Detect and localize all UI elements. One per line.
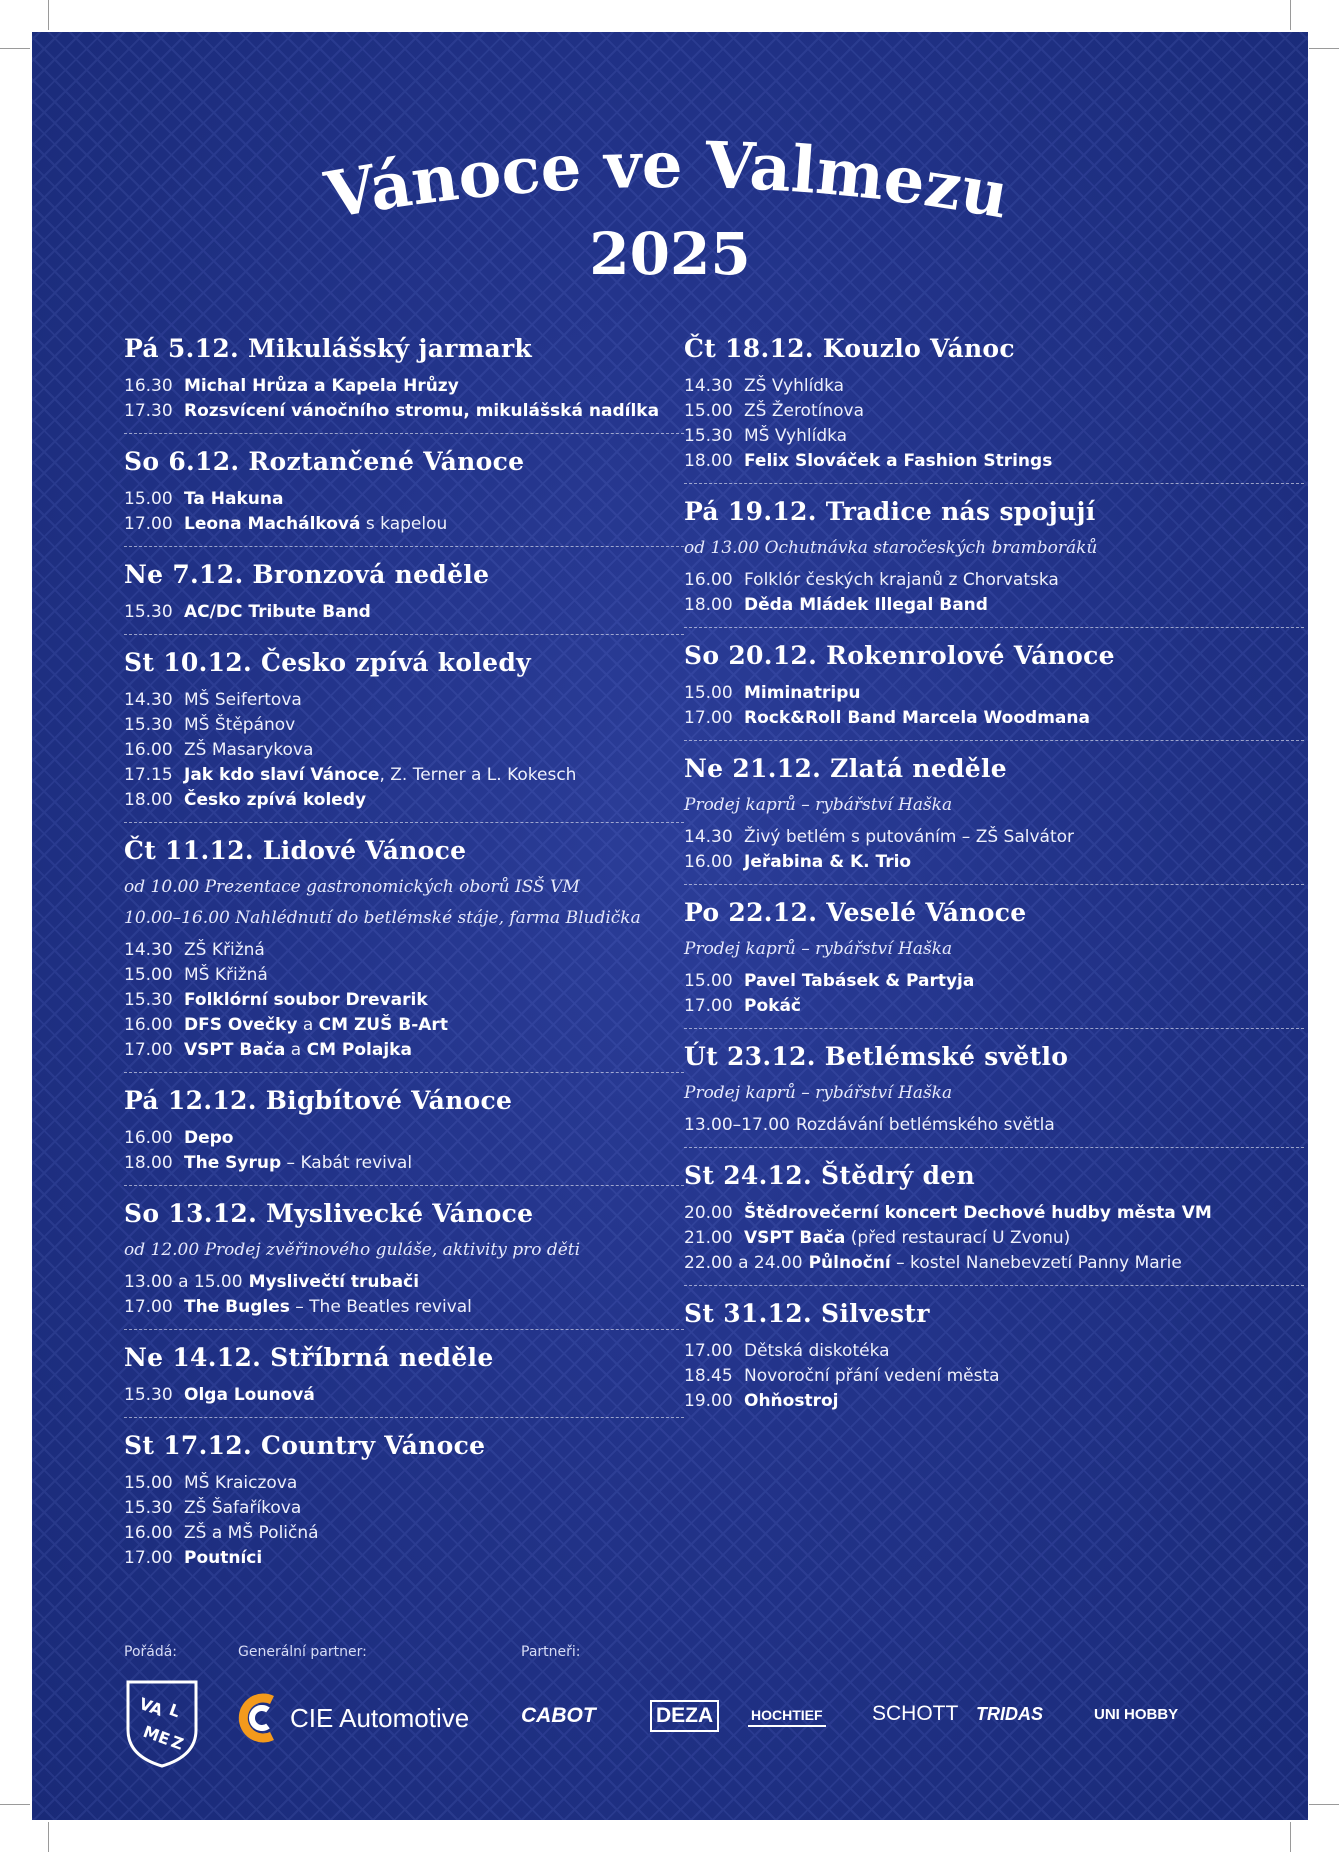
event-time: 19.00 — [684, 1391, 733, 1411]
event-row — [124, 1270, 684, 1295]
event-time: 16.00 — [684, 852, 733, 872]
event-performer: Rozsvícení vánočního stromu, mikulášská nadílka — [184, 401, 660, 421]
event-time: 17.00 — [124, 1040, 173, 1060]
event-time: 15.30 — [684, 426, 733, 446]
event-detail: Dětská diskotéka — [744, 1341, 890, 1361]
day-heading: St 31.12. Silvestr — [684, 1299, 930, 1328]
event-time: 13.00 a 15.00 — [124, 1272, 243, 1292]
event-row — [124, 788, 684, 813]
event-row — [124, 1295, 684, 1320]
event-detail: Novoroční přání vedení města — [744, 1366, 1000, 1386]
event-row — [124, 1546, 684, 1571]
event-performer: Felix Slováček a Fashion Strings — [744, 451, 1053, 471]
event-time: 15.30 — [124, 1498, 173, 1518]
event-time: 18.45 — [684, 1366, 733, 1386]
day-note: 10.00–16.00 Nahlédnutí do betlémské stáje, farma Bludička — [124, 908, 641, 928]
event-time: 18.00 — [684, 595, 733, 615]
crop-mark — [0, 1804, 30, 1805]
event-time: 15.00 — [684, 401, 733, 421]
event-row — [684, 374, 1304, 399]
day-note: od 13.00 Ochutnávka staročeských bramboráků — [684, 538, 1098, 558]
event-time: 16.00 — [124, 1523, 173, 1543]
event-time: 17.00 — [124, 1548, 173, 1568]
svg-text:ME: ME — [140, 1721, 173, 1749]
day-note: Prodej kaprů – rybářství Haška — [684, 795, 953, 815]
event-time: 14.30 — [124, 940, 173, 960]
day-heading: So 13.12. Myslivecké Vánoce — [124, 1199, 534, 1228]
event-detail: MŠ Kraiczova — [184, 1473, 298, 1493]
event-row — [684, 568, 1304, 593]
event-row — [124, 487, 684, 512]
event-row — [684, 994, 1304, 1019]
general-partner-label: Generální partner: — [238, 1644, 367, 1660]
event-performer: Olga Lounová — [184, 1385, 315, 1405]
valmez-logo — [124, 1678, 200, 1774]
event-performer: CM Polajka — [306, 1040, 412, 1060]
event-detail: ZŠ Šafaříkova — [184, 1498, 302, 1518]
program-day — [124, 1341, 684, 1418]
event-row — [124, 1471, 684, 1496]
program-day — [124, 834, 684, 1073]
day-heading: Ne 21.12. Zlatá neděle — [684, 754, 1008, 783]
event-time: 15.00 — [124, 1473, 173, 1493]
program-day — [124, 646, 684, 823]
event-row — [684, 1364, 1304, 1389]
crop-mark — [1309, 1804, 1339, 1805]
day-heading: Pá 19.12. Tradice nás spojují — [684, 497, 1096, 526]
event-performer: Poutníci — [184, 1548, 263, 1568]
event-row — [124, 963, 684, 988]
crop-mark — [48, 0, 49, 30]
event-time: 16.00 — [684, 570, 733, 590]
event-row — [124, 399, 684, 424]
event-time: 17.00 — [684, 708, 733, 728]
event-time: 13.00–17.00 — [684, 1115, 790, 1135]
event-performer: DFS Ovečky — [184, 1015, 298, 1035]
event-time: 15.30 — [124, 602, 173, 622]
event-time: 15.00 — [124, 965, 173, 985]
unihobby-logo: UNI HOBBY — [1094, 1706, 1179, 1723]
event-time: 17.00 — [684, 996, 733, 1016]
event-row — [124, 1013, 684, 1038]
event-row — [684, 399, 1304, 424]
event-time: 15.30 — [124, 1385, 173, 1405]
day-heading: Pá 5.12. Mikulášský jarmark — [124, 334, 533, 363]
event-detail: a — [297, 1015, 319, 1035]
event-detail: , Z. Terner a L. Kokesch — [379, 765, 577, 785]
event-row — [124, 1151, 684, 1176]
event-row — [124, 512, 684, 537]
crop-mark — [0, 48, 30, 49]
event-time: 22.00 a 24.00 — [684, 1253, 803, 1273]
crop-mark — [1290, 1822, 1291, 1852]
event-time: 15.30 — [124, 715, 173, 735]
event-performer: VSPT Bača — [744, 1228, 846, 1248]
program-day — [684, 1297, 1304, 1423]
event-row — [684, 1251, 1304, 1276]
event-time: 14.30 — [124, 690, 173, 710]
svg-text:L: L — [166, 1699, 183, 1722]
event-row — [684, 681, 1304, 706]
event-time: 18.00 — [124, 790, 173, 810]
event-time: 14.30 — [684, 827, 733, 847]
event-row — [684, 1201, 1304, 1226]
day-heading: Pá 12.12. Bigbítové Vánoce — [124, 1086, 513, 1115]
event-performer: Miminatripu — [744, 683, 861, 703]
program-day — [684, 639, 1304, 741]
day-heading: St 17.12. Country Vánoce — [124, 1431, 486, 1460]
day-note: Prodej kaprů – rybářství Haška — [684, 1083, 953, 1103]
event-row — [124, 738, 684, 763]
event-detail: s kapelou — [360, 514, 448, 534]
event-time: 17.00 — [684, 1341, 733, 1361]
schott-logo: SCHOTT — [872, 1702, 959, 1725]
day-heading: Ne 14.12. Stříbrná neděle — [124, 1343, 494, 1372]
event-row — [124, 1521, 684, 1546]
day-heading: St 24.12. Štědrý den — [684, 1161, 975, 1190]
program-day — [124, 1197, 684, 1330]
event-detail: MŠ Vyhlídka — [744, 426, 848, 446]
event-time: 20.00 — [684, 1203, 733, 1223]
event-time: 18.00 — [124, 1153, 173, 1173]
event-row — [684, 1226, 1304, 1251]
event-performer: AC/DC Tribute Band — [184, 602, 371, 622]
event-performer: Půlnoční — [808, 1253, 891, 1273]
event-performer: The Bugles — [184, 1297, 290, 1317]
svg-text:VA: VA — [136, 1693, 166, 1720]
program-left-column — [124, 332, 684, 1591]
event-time: 18.00 — [684, 451, 733, 471]
event-row — [124, 938, 684, 963]
program-day — [684, 896, 1304, 1029]
hochtief-logo: HOCHTIEF — [748, 1705, 826, 1727]
event-detail: Folklór českých krajanů z Chorvatska — [744, 570, 1059, 590]
event-performer: Leona Machálková — [184, 514, 361, 534]
general-partner-name: CIE Automotive — [290, 1702, 470, 1733]
poster-header — [32, 32, 1308, 322]
event-row — [124, 600, 684, 625]
day-heading: St 10.12. Česko zpívá koledy — [124, 648, 531, 677]
event-detail: ZŠ Masarykova — [184, 740, 314, 760]
event-detail: ZŠ Žerotínova — [744, 401, 865, 421]
shield-icon — [124, 1678, 200, 1770]
tridas-logo: TRIDAS — [976, 1704, 1043, 1724]
program-day — [684, 1159, 1304, 1286]
program-day — [684, 332, 1304, 484]
day-heading: So 20.12. Rokenrolové Vánoce — [684, 641, 1115, 670]
event-performer: Michal Hrůza a Kapela Hrůzy — [184, 376, 459, 396]
event-row — [684, 825, 1304, 850]
partners-label: Partneři: — [521, 1644, 581, 1660]
event-performer: VSPT Bača — [184, 1040, 286, 1060]
event-row — [684, 1339, 1304, 1364]
event-detail: (před restaurací U Zvonu) — [845, 1228, 1071, 1248]
program-day — [124, 1429, 684, 1580]
event-row — [124, 1126, 684, 1151]
event-row — [124, 374, 684, 399]
cie-swoosh-icon — [238, 1692, 284, 1744]
event-row — [124, 1496, 684, 1521]
program-right-column — [684, 332, 1304, 1434]
event-time: 14.30 — [684, 376, 733, 396]
program-day — [124, 1084, 684, 1186]
event-row — [124, 988, 684, 1013]
event-performer: Ta Hakuna — [184, 489, 284, 509]
event-detail: – The Beatles revival — [289, 1297, 472, 1317]
day-heading: Út 23.12. Betlémské světlo — [684, 1042, 1069, 1071]
event-performer: Ohňostroj — [744, 1391, 839, 1411]
svg-text:Vánoce ve Valmezu — [319, 128, 1014, 234]
cie-automotive-logo — [238, 1692, 469, 1744]
day-note: Prodej kaprů – rybářství Haška — [684, 939, 953, 959]
event-detail: MŠ Seifertova — [184, 690, 302, 710]
event-detail: MŠ Křižná — [184, 965, 268, 985]
event-detail: a — [285, 1040, 307, 1060]
event-performer: CM ZUŠ B-Art — [318, 1015, 448, 1035]
event-time: 17.30 — [124, 401, 173, 421]
program-day — [124, 332, 684, 434]
program-day — [124, 558, 684, 635]
event-time: 16.30 — [124, 376, 173, 396]
organizer-label: Pořádá: — [124, 1644, 178, 1660]
event-time: 15.30 — [124, 990, 173, 1010]
event-detail: – kostel Nanebevzetí Panny Marie — [890, 1253, 1182, 1273]
event-time: 16.00 — [124, 1128, 173, 1148]
deza-logo: DEZA — [650, 1700, 719, 1732]
day-note: od 12.00 Prodej zvěřinového guláše, aktivity pro děti — [124, 1240, 581, 1260]
event-performer: Jak kdo slaví Vánoce — [184, 765, 380, 785]
event-detail: Živý betlém s putováním – ZŠ Salvátor — [744, 827, 1074, 847]
crop-mark — [1309, 48, 1339, 49]
event-performer: Rock&Roll Band Marcela Woodmana — [744, 708, 1090, 728]
poster — [32, 32, 1308, 1820]
event-detail: Rozdávání betlémského světla — [795, 1115, 1055, 1135]
crop-mark — [1290, 0, 1291, 30]
program-day — [684, 1040, 1304, 1148]
cabot-logo: CABOT — [521, 1704, 596, 1727]
event-performer: The Syrup — [184, 1153, 282, 1173]
event-row — [684, 1113, 1304, 1138]
event-performer: Myslivečtí trubači — [248, 1272, 420, 1292]
poster-title: Vánoce ve Valmezu — [320, 127, 1014, 234]
event-row — [684, 706, 1304, 731]
event-row — [124, 763, 684, 788]
event-performer: Folklórní soubor Drevarik — [184, 990, 428, 1010]
event-row — [124, 1038, 684, 1063]
event-detail: – Kabát revival — [281, 1153, 413, 1173]
day-heading: So 6.12. Roztančené Vánoce — [124, 447, 525, 476]
event-performer: Děda Mládek Illegal Band — [744, 595, 988, 615]
event-detail: ZŠ Vyhlídka — [744, 376, 845, 396]
program-day — [684, 495, 1304, 628]
event-row — [124, 1383, 684, 1408]
event-performer: Depo — [184, 1128, 234, 1148]
event-row — [684, 449, 1304, 474]
event-performer: Pokáč — [744, 996, 801, 1016]
crop-mark — [48, 1822, 49, 1852]
event-performer: Česko zpívá koledy — [184, 790, 367, 810]
event-time: 15.00 — [684, 683, 733, 703]
event-performer: Pavel Tabásek & Partyja — [744, 971, 975, 991]
poster-year: 2025 — [589, 220, 751, 288]
event-row — [684, 1389, 1304, 1414]
event-performer: Jeřabina & K. Trio — [744, 852, 912, 872]
event-detail: MŠ Štěpánov — [184, 715, 296, 735]
event-time: 17.15 — [124, 765, 173, 785]
event-time: 21.00 — [684, 1228, 733, 1248]
day-heading: Čt 11.12. Lidové Vánoce — [124, 836, 467, 865]
event-detail: ZŠ a MŠ Poličná — [184, 1523, 319, 1543]
event-time: 17.00 — [124, 1297, 173, 1317]
event-time: 16.00 — [124, 1015, 173, 1035]
event-row — [684, 969, 1304, 994]
day-heading: Ne 7.12. Bronzová neděle — [124, 560, 490, 589]
program-day — [124, 445, 684, 547]
event-time: 15.00 — [684, 971, 733, 991]
event-time: 17.00 — [124, 514, 173, 534]
svg-text:Z: Z — [168, 1731, 187, 1754]
day-heading: Po 22.12. Veselé Vánoce — [684, 898, 1027, 927]
event-time: 16.00 — [124, 740, 173, 760]
day-note: od 10.00 Prezentace gastronomických oborů ISŠ VM — [124, 877, 580, 897]
event-row — [684, 424, 1304, 449]
event-detail: ZŠ Křižná — [184, 940, 265, 960]
event-time: 15.00 — [124, 489, 173, 509]
day-heading: Čt 18.12. Kouzlo Vánoc — [684, 334, 1015, 363]
event-performer: Štědrovečerní koncert Dechové hudby města VM — [744, 1203, 1212, 1223]
event-row — [124, 688, 684, 713]
event-row — [124, 713, 684, 738]
event-row — [684, 593, 1304, 618]
event-row — [684, 850, 1304, 875]
program-day — [684, 752, 1304, 885]
